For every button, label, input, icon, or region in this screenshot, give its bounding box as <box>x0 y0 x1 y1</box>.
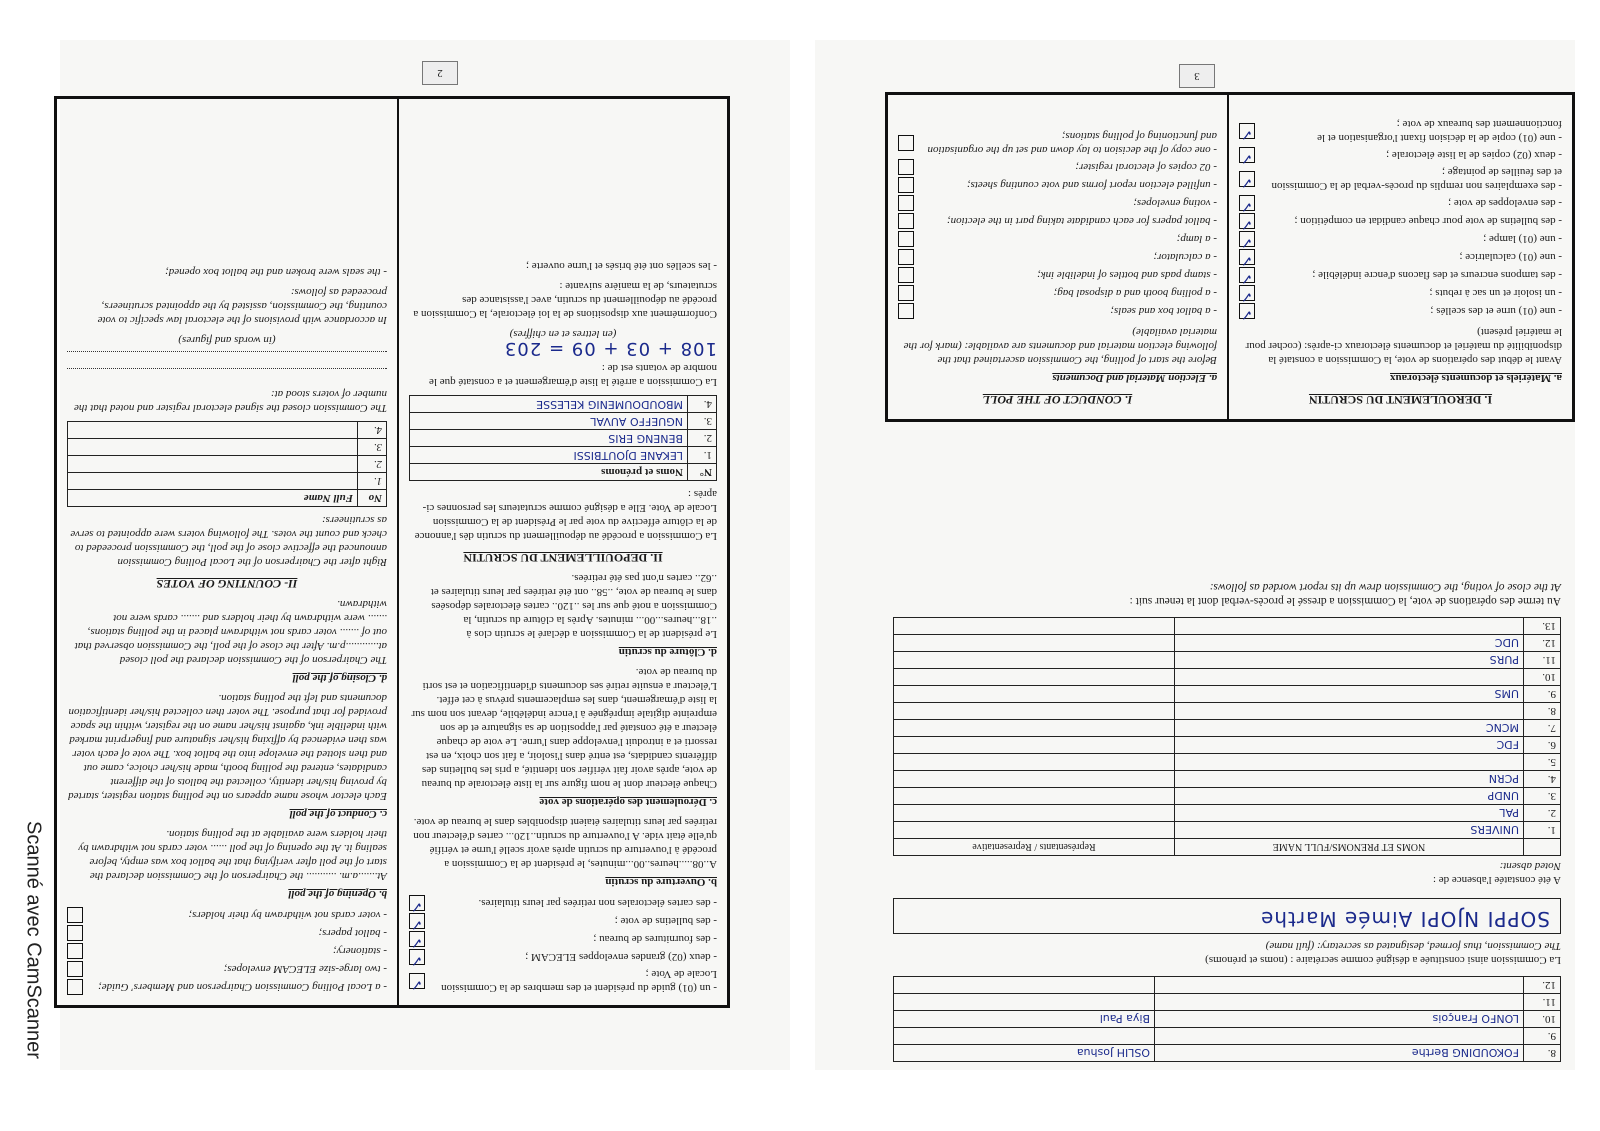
en-subsection-title: a. Election Material and Documents <box>1052 372 1217 384</box>
handwritten-name: LONFO François <box>1155 1011 1524 1028</box>
table-row: 9. <box>894 1028 1561 1045</box>
table-row: 3. NGUEFFO AUVAL <box>410 413 717 430</box>
en-material-item: - one copy of the decision to lay down and set up the organisation and functioning of polling stations; <box>898 129 1217 157</box>
handwritten-name: BENENG ERIS <box>410 430 688 447</box>
fr-final-item: - les scellés ont été brisés et l'urne ouverte ; <box>525 260 717 272</box>
en-material-item: - a polling booth and a disposal bag; <box>898 285 1217 301</box>
handwritten-name: FOKOUDING Berthe <box>1155 1045 1524 1062</box>
fr-counting-text: La Commission a procédé au dépouillement du scrutin dès l'annonce de la clôture effective du vote par le Président de la Commission Locale de Vote. Elle a désigné comme scrutateurs les personnes ci-après : <box>414 488 717 542</box>
checkbox[interactable] <box>898 135 914 151</box>
en-material-item: - a ballot box and seals; <box>898 303 1217 319</box>
fr-material-item: - un (01) guide du président et des membres de la Commission Locale de Vote ; ✓ <box>409 967 717 995</box>
handwritten-name: MBOUDOUMENIG KELESSE <box>410 396 688 413</box>
table-header: N° <box>688 464 717 481</box>
right-page <box>815 40 1575 1070</box>
checkbox[interactable] <box>898 285 914 301</box>
register-caption: (in words and figures) <box>178 334 276 346</box>
checkbox[interactable] <box>898 231 914 247</box>
checkbox[interactable] <box>1239 147 1255 163</box>
camscanner-watermark: Scanné avec CamScanner <box>22 821 45 1059</box>
checkbox[interactable] <box>409 895 425 911</box>
votants-caption: (en lettres et en chiffres) <box>509 328 617 340</box>
secretary-label-en: The Commission, thus formed, designated as secretary: (full name) <box>1265 940 1561 952</box>
en-material-item: - ballot papers for each candidate taking part in the election; <box>898 213 1217 229</box>
absence-table <box>893 617 1561 856</box>
fr-material-item: - une (01) calculatrice ; ✓ <box>1239 249 1562 265</box>
table-row: 10. <box>894 669 1561 686</box>
absence-label-en: Noted absent: <box>1499 860 1561 872</box>
page-number-tab: 2 <box>422 61 458 85</box>
table-row: 13. <box>894 618 1561 635</box>
fr-material-item: - des bulletins de vote pour chaque candidat en compétition ; ✓ <box>1239 213 1562 229</box>
fr-material-item: - une (01) urne et des scellés ; ✓ <box>1239 303 1562 319</box>
checkbox[interactable] <box>898 303 914 319</box>
table-row: 8. <box>894 703 1561 720</box>
table-row: 11. PURS <box>894 652 1561 669</box>
handwritten-party: UNIVERS <box>1175 822 1524 839</box>
fr-material-item: - deux (02) grandes enveloppes ELECAM ; ✓ <box>409 949 717 965</box>
members-table <box>893 976 1561 1062</box>
fr-material-item: - des tampons encreurs et des flacons d'encre indélébile ; ✓ <box>1239 267 1562 283</box>
en-section-title: I. CONDUCT OF THE POLL <box>982 393 1133 407</box>
checkbox[interactable] <box>1239 171 1255 187</box>
fr-material-item: - une (01) copie de la décision fixant l'organisation et le fonctionnement des bureaux de vote ; ✓ <box>1239 117 1562 145</box>
handwritten-name: LEKANE DJOUTBISSI <box>410 447 688 464</box>
en-material-item: - two large-size ELECAM envelopes; <box>67 961 387 977</box>
fr-material-item: - deux (02) copies de la liste électorale ; ✓ <box>1239 147 1562 163</box>
fr-material-item: - des bulletins de vote ; ✓ <box>409 913 717 929</box>
checkbox[interactable] <box>67 907 83 923</box>
en-material-item: - 02 copies of electoral register; <box>898 159 1217 175</box>
en-material-item: - unfilled election report forms and vote counting sheets; <box>898 177 1217 193</box>
table-row: 6. FDC <box>894 737 1561 754</box>
dotted-line <box>67 351 387 364</box>
handwritten-name: NGUEFFO AUVAL <box>410 413 688 430</box>
checkbox[interactable] <box>898 249 914 265</box>
report-label-en: At the close of voting, the Commission drew up its report worded as follows: <box>1209 581 1561 593</box>
french-column <box>1227 95 1572 419</box>
table-row: 3. <box>68 439 387 456</box>
table-row: 4. PCRN <box>894 771 1561 788</box>
en-material-item: - ballot papers; <box>67 925 387 941</box>
table-row: 2. BENENG ERIS <box>410 430 717 447</box>
table-row: 5. <box>894 754 1561 771</box>
en-counting-title: II- COUNTING OF VOTES <box>156 577 298 591</box>
table-header: Noms et prénoms <box>410 464 688 481</box>
fr-counting-title: II. DEPOUILLEMENT DU SCRUTIN <box>463 551 663 565</box>
fr-opening-text: A..08.....heures..00...minutes, le président de la Commission a procédé à l'ouverture du scrutin après avoir scellé l'urne et vérifié qu'elle était vide. A l'ouverture du scrutin..120... cartes d'électeur non retirées par leurs titulaires étaient disponibles dans le bureau de vote. <box>413 816 717 870</box>
secretary-label: La Commission ainsi constituée a désigné comme secrétaire : (noms et prénoms) <box>1205 954 1561 966</box>
left-form-frame <box>54 96 730 1008</box>
votants-value: 108 + 03 + 09 = 203 <box>503 338 717 359</box>
english-column <box>57 99 397 1005</box>
handwritten-party <box>1175 618 1524 635</box>
fr-closing-text: Le président de la Commission a déclaré le scrutin clos à ..18...heures...00... minutes. Après la clôture du scrutin, la Commission a noté que sur les ..120.. cartes électorales déposées dans le bureau de vote, ..58.. ont été retirées par leurs titulaires et ..62.. cartes n'ont pas été retirées. <box>430 572 717 640</box>
dotted-line <box>67 368 387 381</box>
table-row: 12. UDC <box>894 635 1561 652</box>
report-label: Au terme des opérations de vote, la Commission a dressé le procès-verbal dont la teneur suit : <box>1129 595 1561 607</box>
fr-closing-title: d. Clôture du scrutin <box>618 646 717 658</box>
fr-materials-list <box>409 895 717 995</box>
fr-register-text: La Commission a arrêté la liste d'émargement et a constaté que le nombre de votants est de : <box>429 362 717 388</box>
checkbox[interactable] <box>898 267 914 283</box>
fr-material-item: - des exemplaires non remplis du procès-verbal de la Commission et des feuilles de pointage ; ✓ <box>1239 165 1562 193</box>
en-conduct-text: Each elector whose name appears on the polling station register, started by proving his/her identity, collected the ballots of the different candidates, entered the polling booth, made his/her choice, came out and then slotted the envelope into the ballot box. The vote of each voter was then evidenced by affixing his/her signature and fingerprint marked with indelible ink, against his/her name on the register, within the space provided for that purpose. The voter then collected his/her identification documents and left the polling station. <box>68 692 387 802</box>
fr-conduct-text: Chaque électeur dont le nom figure sur la liste électorale du bureau de vote, après avoir fait vérifier son identité, a pris les bulletins des différents candidats, est entré dans l'isoloir, a fait son choix, en est ressorti et a introduit l'enveloppe dans l'urne. Le vote de chaque électeur a été constaté par l'apposition de sa signature et de son empreinte digitale imprégnée à l'encre indélébile, devant son nom sur la liste d'émargement, dans les emplacements prévus à cet effet. L'électeur a ensuite retiré ses documents d'identification et est sorti du bureau de vote. <box>411 666 717 790</box>
table-header: No <box>358 490 387 507</box>
page-number-tab: 3 <box>1179 64 1215 88</box>
table-header: Full Name <box>68 490 358 507</box>
checkbox[interactable] <box>67 979 83 995</box>
scrutineers-table <box>67 421 387 507</box>
en-material-item: - stamp pads and bottles of indelible ink; <box>898 267 1217 283</box>
left-page <box>60 40 790 1070</box>
en-material-item: - a Local Polling Commission Chairperson and Members' Guide; <box>67 979 387 995</box>
table-row: 1. LEKANE DJOUTBISSI <box>410 447 717 464</box>
table-row: 4. <box>68 422 387 439</box>
fr-material-item: - des cartes électorales non retirées par leurs titulaires. ✓ <box>409 895 717 911</box>
table-header: NOMS ET PRENOMS/FULL NAME <box>1175 839 1524 856</box>
table-row: 9. UMS <box>894 686 1561 703</box>
checkbox[interactable] <box>409 973 425 989</box>
en-material-item: - stationery; <box>67 943 387 959</box>
en-material-item: - voter cards not withdrawn by their holders; <box>67 907 387 923</box>
checkbox[interactable] <box>898 159 914 175</box>
en-intro-text: Before the start of polling, the Commission ascertained that the following election material and documents are available: (mark for the material available) <box>903 326 1217 366</box>
handwritten-party: UDC <box>1175 635 1524 652</box>
table-row: 8. FOKOUDING Berthe OSLIH Joshua <box>894 1045 1561 1062</box>
checkbox[interactable] <box>1239 123 1255 139</box>
handwritten-party <box>1175 754 1524 771</box>
handwritten-name: OSLIH Joshua <box>894 1045 1155 1062</box>
table-row: 10. LONFO François Biya Paul <box>894 1011 1561 1028</box>
table-row: 2. <box>68 456 387 473</box>
fr-final-text: Conformément aux dispositions de la loi électorale, la Commission a procédé au dépouillement du scrutin, avec l'assistance des scrutateurs, de la manière suivante : <box>413 280 717 320</box>
handwritten-party: PAL <box>1175 805 1524 822</box>
fr-material-item: - des fournitures de bureau ; ✓ <box>409 931 717 947</box>
en-conduct-title: c. Conduct of the poll <box>289 808 387 820</box>
table-row: 12. <box>894 977 1561 994</box>
en-closing-text: The Chairperson of the Commission declared the poll closed at............p.m. After the close of the poll, the Commission observed that out of ....... voter cards not withdrawn placed in the polling stations, ....... were withdrawn by their holders and ....... cards were not withdrawn. <box>74 598 387 666</box>
fr-intro-text: Avant le début des opérations de vote, la Commission a constaté la disponibilité du matériel et documents électoraux ci-après: (cocher pour le matériel présent) <box>1245 326 1562 366</box>
table-row: 1. UNIVERS <box>894 822 1561 839</box>
en-final-text: In accordance with provisions of the electoral law specific to vote counting, the Commission, assisted by the appointed scrutineers, proceeded as follows: <box>97 286 387 326</box>
handwritten-party: FDC <box>1175 737 1524 754</box>
en-final-item: - the seals were broken and the ballot box opened; <box>165 266 387 278</box>
fr-material-item: - une (01) lampe ; ✓ <box>1239 231 1562 247</box>
en-material-item: - voting envelopes; <box>898 195 1217 211</box>
handwritten-party: UNDP <box>1175 788 1524 805</box>
fr-material-item: - un isoloir et un sac à rebuts ; ✓ <box>1239 285 1562 301</box>
en-material-item: - a lamp; <box>898 231 1217 247</box>
handwritten-party <box>1175 669 1524 686</box>
table-row: 4. MBOUDOUMENIG KELESSE <box>410 396 717 413</box>
scrutateurs-table <box>409 395 717 481</box>
checkbox[interactable] <box>898 213 914 229</box>
table-row: 11. <box>894 994 1561 1011</box>
checkbox[interactable] <box>67 961 83 977</box>
table-row: 1. <box>68 473 387 490</box>
en-closing-title: d. Closing of the poll <box>292 672 387 684</box>
french-column <box>397 99 727 1005</box>
checkbox[interactable] <box>67 943 83 959</box>
handwritten-party: PCRN <box>1175 771 1524 788</box>
checkbox[interactable] <box>898 195 914 211</box>
checkbox[interactable] <box>1239 195 1255 211</box>
fr-material-item: - des enveloppes de vote ; ✓ <box>1239 195 1562 211</box>
secretary-name: SOPPI NJOPI Aimée Marthe <box>1260 907 1550 931</box>
en-materials-list <box>67 907 387 995</box>
handwritten-party <box>1175 703 1524 720</box>
checkbox[interactable] <box>898 177 914 193</box>
handwritten-party: UMS <box>1175 686 1524 703</box>
secretary-box <box>893 898 1561 934</box>
en-opening-title: b. Opening of the poll <box>288 888 387 900</box>
handwritten-party: MCNC <box>1175 720 1524 737</box>
en-register-text: The Commission closed the signed electoral register and noted that the number of voters stood at: <box>73 388 387 414</box>
fr-section-title: I. DEROULEMENT DU SCRUTIN <box>1308 393 1493 407</box>
conduct-frame <box>885 92 1575 422</box>
english-column <box>888 95 1227 419</box>
handwritten-party: PURS <box>1175 652 1524 669</box>
en-material-item: - a calculator; <box>898 249 1217 265</box>
table-row: 3. UNDP <box>894 788 1561 805</box>
absence-label: A été constatée l'absence de : <box>1432 874 1561 886</box>
checkbox[interactable] <box>67 925 83 941</box>
table-header: Représentants / Representative <box>894 839 1175 856</box>
handwritten-name: Biya Paul <box>894 1011 1155 1028</box>
table-row: 2. PAL <box>894 805 1561 822</box>
en-counting-text: Right after the Chairperson of the Local Polling Commission announced the effective close of the poll, the Commission proceeded to check and count the votes. The following voters were appointed to serve as scrutineers: <box>70 514 387 568</box>
members-table-block <box>893 581 1561 1062</box>
fr-subsection-title: a. Matériels et documents électoraux <box>1390 372 1562 384</box>
fr-opening-title: b. Ouverture du scrutin <box>605 876 717 888</box>
fr-conduct-title: c. Déroulement des opérations de vote <box>539 796 717 808</box>
en-opening-text: At.......a.m. ........... the Chairperson of the Commission declared the start of the poll after verifying that the ballot box was empty, before sealing it. At the opening of the poll ...... voter cards not withdrawn by their holders were available at the polling station. <box>78 828 387 882</box>
table-row: 7. MCNC <box>894 720 1561 737</box>
